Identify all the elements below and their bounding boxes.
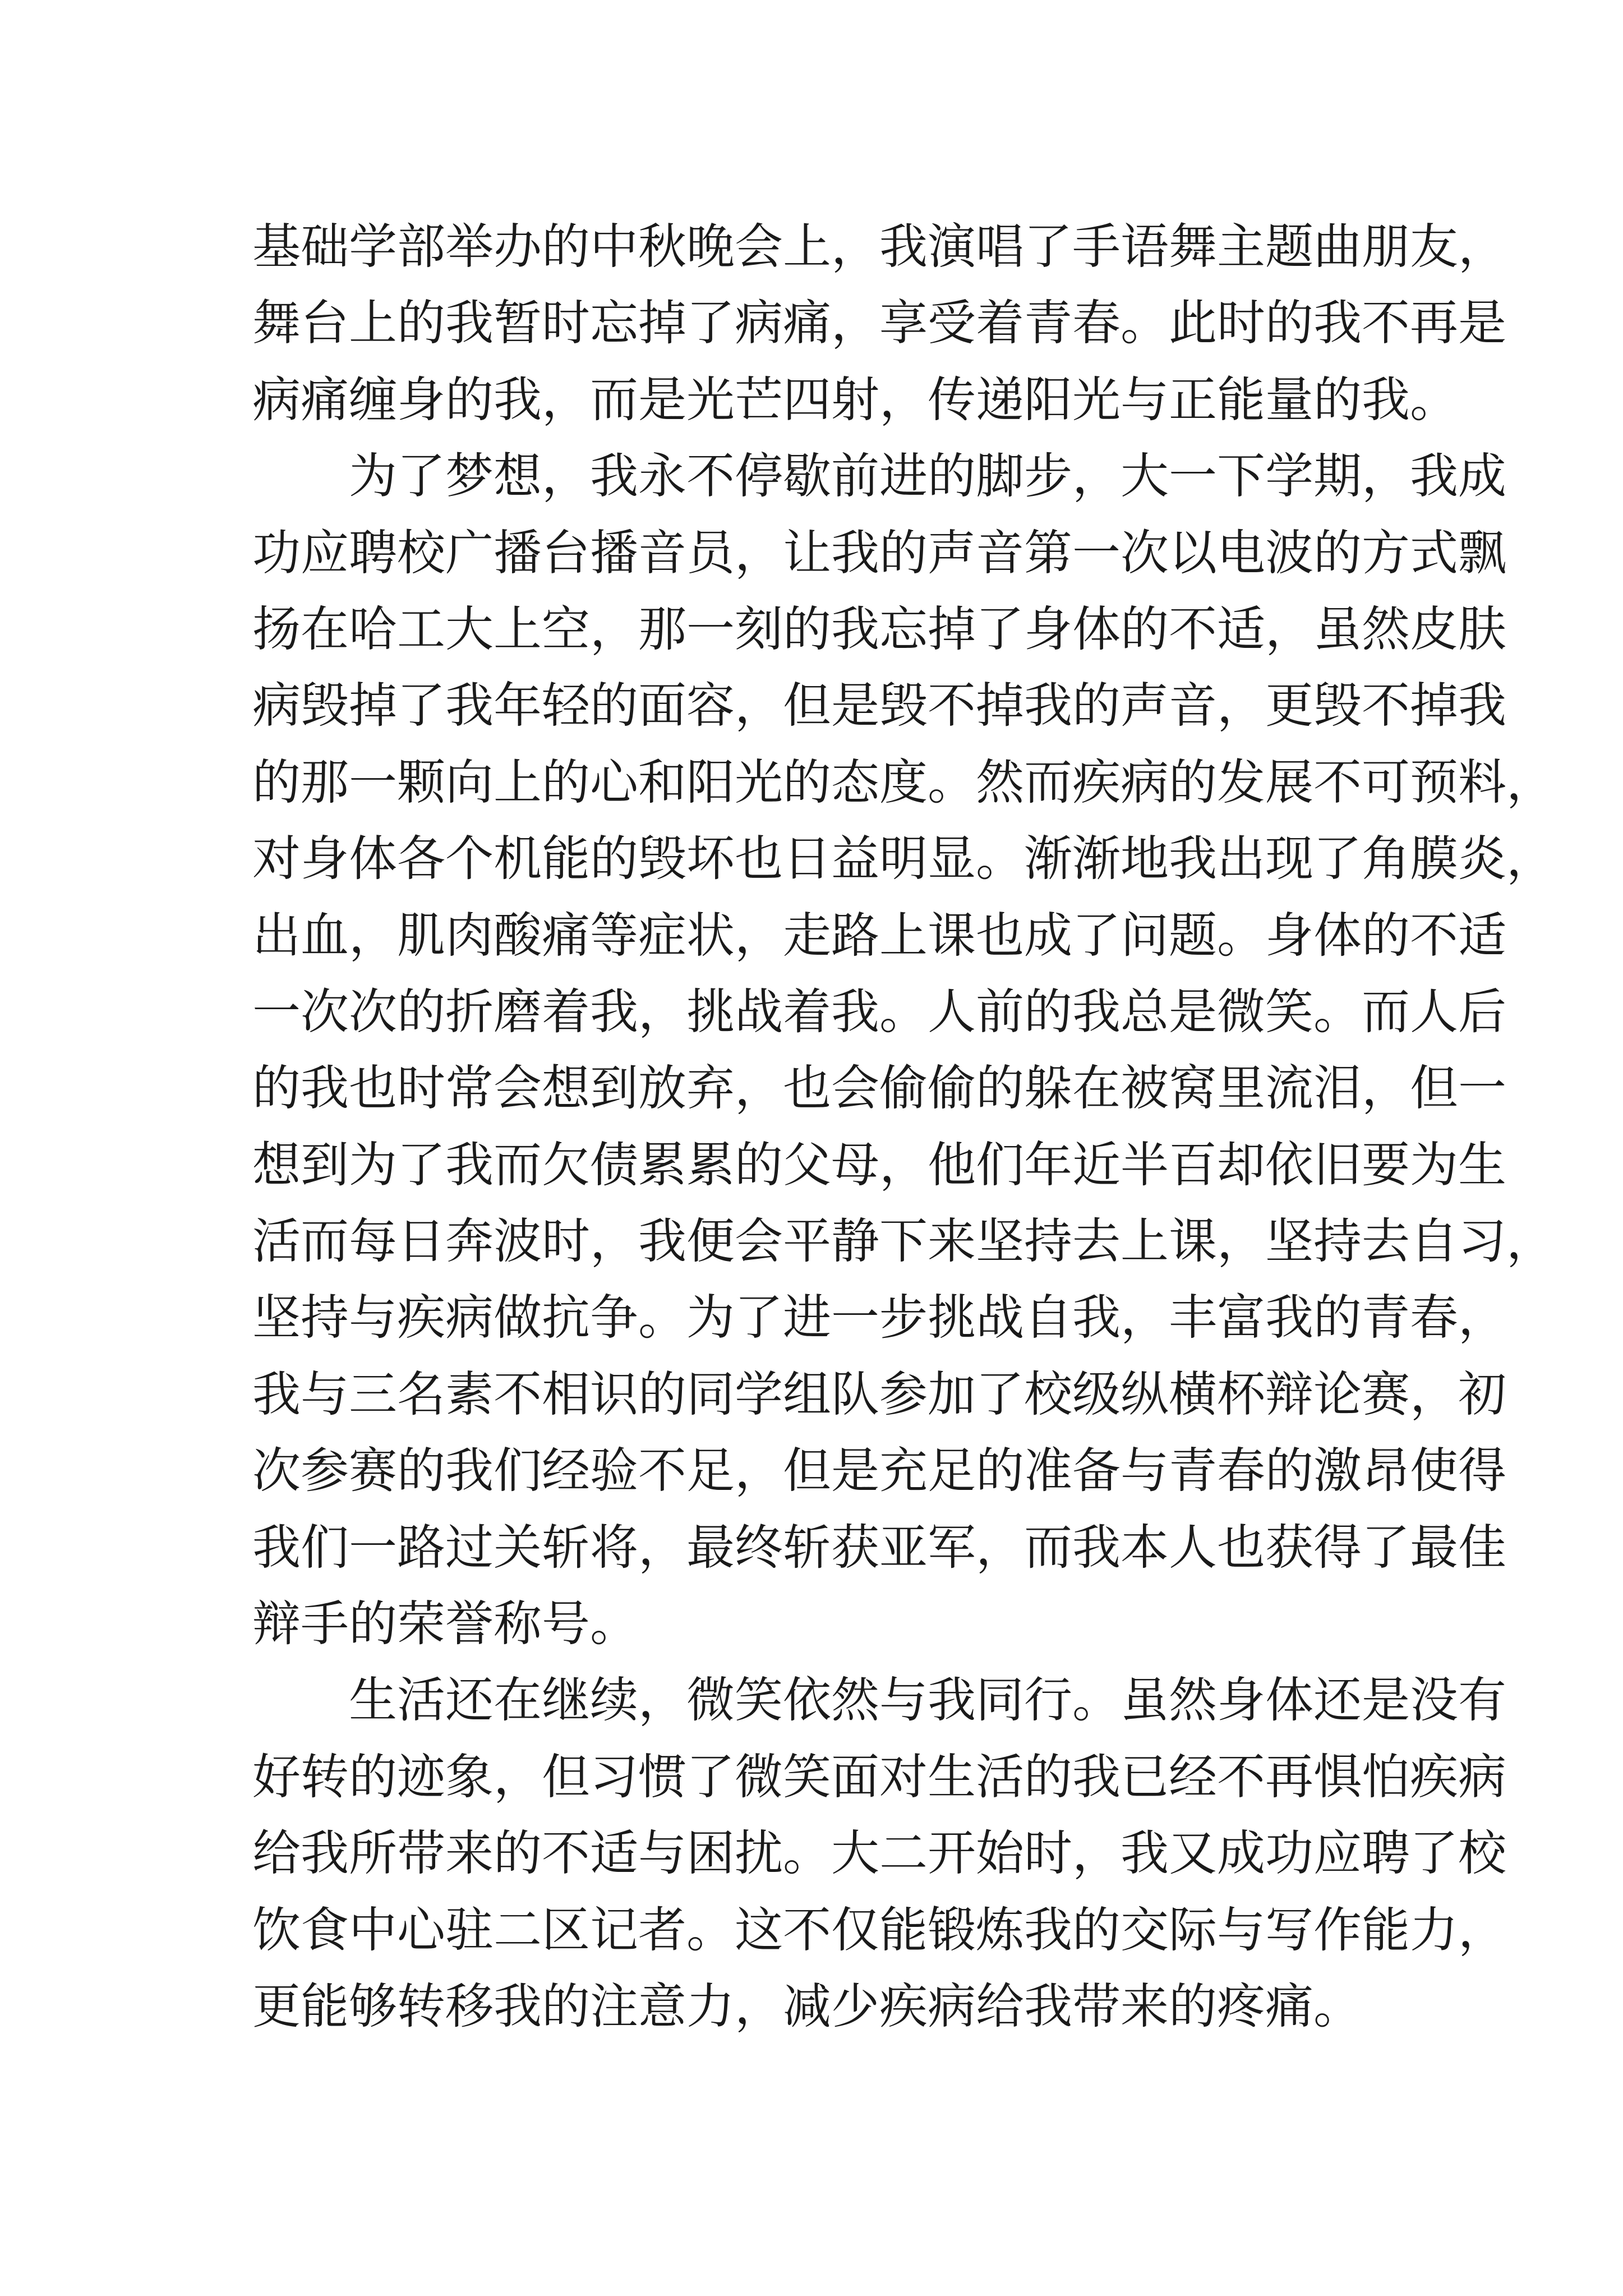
text-line: 病毁掉了我年轻的面容，但是毁不掉我的声音，更毁不掉我 [252,678,1506,734]
text-line: 舞台上的我暂时忘掉了病痛，享受着青春。此时的我不再是 [252,295,1506,352]
text-line: 病痛缠身的我，而是光芒四射，传递阳光与正能量的我。 [252,371,1458,428]
text-line: 为了梦想，我永不停歇前进的脚步，大一下学期，我成 [349,448,1506,505]
text-line: 我们一路过关斩将，最终斩获亚军，而我本人也获得了最佳 [252,1519,1506,1576]
text-line: 辩手的荣誉称号。 [252,1596,638,1653]
text-line: 功应聘校广播台播音员，让我的声音第一次以电波的方式飘 [252,524,1506,581]
text-line: 好转的迹象，但习惯了微笑面对生活的我已经不再惧怕疾病 [252,1749,1506,1805]
text-line: 基础学部举办的中秋晚会上，我演唱了手语舞主题曲朋友， [252,219,1506,275]
text-line: 的我也时常会想到放弃，也会偷偷的躲在被窝里流泪，但一 [252,1060,1506,1117]
text-line: 饮食中心驻二区记者。这不仅能锻炼我的交际与写作能力， [252,1902,1506,1958]
text-line: 坚持与疾病做抗争。为了进一步挑战自我，丰富我的青春， [252,1290,1506,1346]
paragraph-3 [252,1662,1506,2045]
body-text [252,209,1555,2045]
text-line: 我与三名素不相识的同学组队参加了校级纵横杯辩论赛，初 [252,1366,1506,1423]
text-line: 更能够转移我的注意力，减少疾病给我带来的疼痛。 [252,1978,1362,2035]
text-line: 对身体各个机能的毁坏也日益明显。渐渐地我出现了角膜炎， [252,831,1555,887]
text-line: 生活还在继续，微笑依然与我同行。虽然身体还是没有 [349,1672,1506,1729]
text-line: 扬在哈工大上空，那一刻的我忘掉了身体的不适，虽然皮肤 [252,601,1506,657]
paragraph-2 [252,438,1555,1662]
text-line: 给我所带来的不适与困扰。大二开始时，我又成功应聘了校 [252,1825,1506,1882]
text-line: 出血，肌肉酸痛等症状，走路上课也成了问题。身体的不适 [252,907,1506,964]
text-line: 想到为了我而欠债累累的父母，他们年近半百却依旧要为生 [252,1137,1506,1193]
text-line: 一次次的折磨着我，挑战着我。人前的我总是微笑。而人后 [252,983,1506,1040]
paragraph-1 [252,209,1506,438]
text-line: 活而每日奔波时，我便会平静下来坚持去上课，坚持去自习， [252,1213,1555,1270]
text-line: 次参赛的我们经验不足，但是充足的准备与青春的激昂使得 [252,1443,1506,1499]
text-line: 的那一颗向上的心和阳光的态度。然而疾病的发展不可预料， [252,754,1555,811]
